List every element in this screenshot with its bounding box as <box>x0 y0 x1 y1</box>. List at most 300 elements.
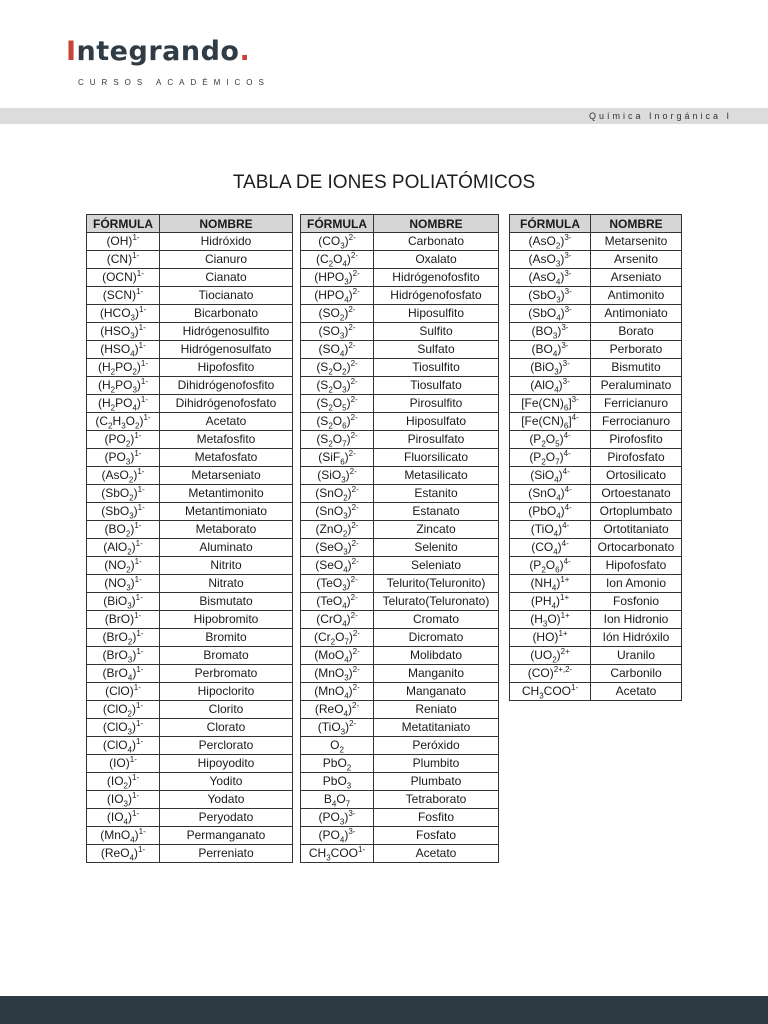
ion-name: Hipobromito <box>160 611 293 629</box>
table-row <box>87 233 293 251</box>
table-row <box>87 557 293 575</box>
ion-formula: $(HPO_3)^{2-}$ <box>301 269 374 287</box>
ion-formula: $(H_3O)^{1+}$ <box>510 611 591 629</box>
table-header-row <box>301 215 499 233</box>
ion-name: Ion Hidronio <box>591 611 682 629</box>
table-row <box>87 575 293 593</box>
ion-formula: $(PH_4)^{1+}$ <box>510 593 591 611</box>
ion-formula: $(AsO_2)^{1-}$ <box>87 467 160 485</box>
name-header: NOMBRE <box>160 215 293 233</box>
table-row <box>301 647 499 665</box>
table-row <box>301 467 499 485</box>
ion-name: Plumbato <box>374 773 499 791</box>
table-row <box>87 521 293 539</box>
ion-name: Bromato <box>160 647 293 665</box>
ion-formula: (BrO)$^{1-}$ <box>87 611 160 629</box>
ion-name: Carbonato <box>374 233 499 251</box>
ion-formula: $(CrO_4)^{2-}$ <box>301 611 374 629</box>
table-row <box>87 755 293 773</box>
table-row <box>301 593 499 611</box>
ion-formula: $(UO_2)^{2+}$ <box>510 647 591 665</box>
ion-name: Yodito <box>160 773 293 791</box>
ion-name: Molibdato <box>374 647 499 665</box>
ion-name: Metatitaniato <box>374 719 499 737</box>
ion-formula: $(HPO_4)^{2-}$ <box>301 287 374 305</box>
ion-name: Ortoplumbato <box>591 503 682 521</box>
ion-name: Metaborato <box>160 521 293 539</box>
ion-name: Dihidrógenofosfato <box>160 395 293 413</box>
table-row <box>87 683 293 701</box>
ion-formula: $(SO_4)^{2-}$ <box>301 341 374 359</box>
ion-formula: (SCN)$^{1-}$ <box>87 287 160 305</box>
ion-name: Antimoniato <box>591 305 682 323</box>
table-row <box>301 773 499 791</box>
ion-name: Uranilo <box>591 647 682 665</box>
ion-formula: $B_4O_7$ <box>301 791 374 809</box>
table-row <box>87 809 293 827</box>
ion-name: Clorito <box>160 701 293 719</box>
ion-name: Manganato <box>374 683 499 701</box>
table-row <box>301 611 499 629</box>
ion-name: Hiposulfato <box>374 413 499 431</box>
table-row <box>301 413 499 431</box>
ion-formula: $(P_2O_5)^{4-}$ <box>510 431 591 449</box>
ion-formula: $(H_2PO_4)^{1-}$ <box>87 395 160 413</box>
table-row <box>301 755 499 773</box>
table-row <box>87 377 293 395</box>
table-row <box>87 737 293 755</box>
ion-name: Cromato <box>374 611 499 629</box>
ion-formula: $(S_2O_2)^{2-}$ <box>301 359 374 377</box>
ion-formula: $[Fe(CN)_6]^{4-}$ <box>510 413 591 431</box>
ion-name: Aluminato <box>160 539 293 557</box>
ion-name: Fosfonio <box>591 593 682 611</box>
table-row <box>301 287 499 305</box>
ion-formula: $(NO_3)^{1-}$ <box>87 575 160 593</box>
ion-formula: $(ClO_3)^{1-}$ <box>87 719 160 737</box>
table-row <box>510 575 682 593</box>
ion-formula: $CH_3COO^{1-}$ <box>301 845 374 863</box>
ion-name: Borato <box>591 323 682 341</box>
ion-name: Cianuro <box>160 251 293 269</box>
table-row <box>301 665 499 683</box>
ion-formula: $(ReO_4)^{1-}$ <box>87 845 160 863</box>
table-row <box>87 647 293 665</box>
ion-name: Estanito <box>374 485 499 503</box>
table-row <box>301 431 499 449</box>
ion-name: Pirosulfito <box>374 395 499 413</box>
table-row <box>87 611 293 629</box>
ion-name: Ion Amonio <box>591 575 682 593</box>
table-row <box>87 269 293 287</box>
ion-name: Ortocarbonato <box>591 539 682 557</box>
table-row <box>510 251 682 269</box>
ion-formula: (HO)$^{1+}$ <box>510 629 591 647</box>
table-row <box>510 377 682 395</box>
table-row <box>87 305 293 323</box>
ion-formula: $(BrO_3)^{1-}$ <box>87 647 160 665</box>
table-row <box>301 377 499 395</box>
table-row <box>510 233 682 251</box>
table-row <box>87 323 293 341</box>
table-row <box>510 431 682 449</box>
table-row <box>510 683 682 701</box>
ion-formula: $(SbO_3)^{1-}$ <box>87 503 160 521</box>
ion-formula: $(BO_2)^{1-}$ <box>87 521 160 539</box>
ion-formula: $(NO_2)^{1-}$ <box>87 557 160 575</box>
table-row <box>301 791 499 809</box>
ion-formula: $(IO_3)^{1-}$ <box>87 791 160 809</box>
page-title: TABLA DE IONES POLIATÓMICOS <box>232 172 536 193</box>
ion-formula: $(IO_4)^{1-}$ <box>87 809 160 827</box>
ion-name: Tiocianato <box>160 287 293 305</box>
formula-header: FÓRMULA <box>301 215 374 233</box>
ion-formula: $(S_2O_5)^{2-}$ <box>301 395 374 413</box>
ion-table-3 <box>509 214 682 701</box>
table-row <box>301 827 499 845</box>
ion-formula: $(AlO_4)^{3-}$ <box>510 377 591 395</box>
ion-name: Pirosulfato <box>374 431 499 449</box>
brand-dot: . <box>239 36 251 67</box>
ion-name: Peróxido <box>374 737 499 755</box>
ion-name: Bromito <box>160 629 293 647</box>
ion-formula: $(TiO_3)^{2-}$ <box>301 719 374 737</box>
ion-name: Metasilicato <box>374 467 499 485</box>
ion-formula: $O_2$ <box>301 737 374 755</box>
ion-name: Metafosfito <box>160 431 293 449</box>
ion-name: Tiosulfito <box>374 359 499 377</box>
ion-formula: $(SnO_2)^{2-}$ <box>301 485 374 503</box>
table-row <box>301 683 499 701</box>
ion-formula: (ClO)$^{1-}$ <box>87 683 160 701</box>
ion-table-1 <box>86 214 293 863</box>
ion-name: Fosfato <box>374 827 499 845</box>
table-row <box>301 485 499 503</box>
table-row <box>510 287 682 305</box>
table-row <box>301 269 499 287</box>
ion-name: Perborato <box>591 341 682 359</box>
ion-name: Arsenito <box>591 251 682 269</box>
brand-initial: I <box>66 36 77 67</box>
ion-formula: $(MnO_4)^{1-}$ <box>87 827 160 845</box>
ion-name: Sulfito <box>374 323 499 341</box>
table-row <box>510 269 682 287</box>
brand-name <box>66 36 270 68</box>
ion-formula: (OH)$^{1-}$ <box>87 233 160 251</box>
brand-tagline: CURSOS ACADÉMICOS <box>78 78 270 87</box>
table-row <box>87 395 293 413</box>
ion-name: Permanganato <box>160 827 293 845</box>
ion-formula: $(P_2O_6)^{4-}$ <box>510 557 591 575</box>
ion-name: Dicromato <box>374 629 499 647</box>
ion-name: Sulfato <box>374 341 499 359</box>
table-row <box>87 773 293 791</box>
ion-name: Seleniato <box>374 557 499 575</box>
ion-formula: (CN)$^{1-}$ <box>87 251 160 269</box>
brand-name-rest: ntegrando <box>76 36 240 67</box>
ion-formula: $(PO_3)^{3-}$ <box>301 809 374 827</box>
ion-name: Ortoestanato <box>591 485 682 503</box>
ion-formula: $(BO_4)^{3-}$ <box>510 341 591 359</box>
table-row <box>510 359 682 377</box>
ion-formula: $(SO_3)^{2-}$ <box>301 323 374 341</box>
table-row <box>87 827 293 845</box>
ion-name: Antimonito <box>591 287 682 305</box>
ion-formula: $(SO_2)^{2-}$ <box>301 305 374 323</box>
table-row <box>301 305 499 323</box>
name-header: NOMBRE <box>374 215 499 233</box>
table-row <box>301 737 499 755</box>
table-row <box>301 359 499 377</box>
table-row <box>301 719 499 737</box>
ion-name: Acetato <box>374 845 499 863</box>
table-header-row <box>510 215 682 233</box>
ion-name: Perreniato <box>160 845 293 863</box>
table-row <box>510 539 682 557</box>
ion-formula: $(TeO_4)^{2-}$ <box>301 593 374 611</box>
ion-name: Hidrógenosulfito <box>160 323 293 341</box>
ion-formula: $(HSO_3)^{1-}$ <box>87 323 160 341</box>
table-row <box>510 323 682 341</box>
table-header-row <box>87 215 293 233</box>
subject-label: Química Inorgánica I <box>588 111 732 121</box>
table-row <box>301 629 499 647</box>
table-row <box>301 449 499 467</box>
ion-formula: PbO$_3$ <box>301 773 374 791</box>
ion-formula: $(SiO_3)^{2-}$ <box>301 467 374 485</box>
ion-formula: $(CO_4)^{4-}$ <box>510 539 591 557</box>
ion-formula: $(SbO_3)^{3-}$ <box>510 287 591 305</box>
ion-name: Manganito <box>374 665 499 683</box>
table-row <box>87 539 293 557</box>
ion-name: Telurato(Teluronato) <box>374 593 499 611</box>
table-row <box>510 485 682 503</box>
table-row <box>301 251 499 269</box>
ion-name: Bicarbonato <box>160 305 293 323</box>
table-row <box>510 395 682 413</box>
ion-formula: (CO)$^{2+,2-}$ <box>510 665 591 683</box>
ion-name: Hipoclorito <box>160 683 293 701</box>
ion-name: Acetato <box>591 683 682 701</box>
ion-formula: $(C_2H_3O_2)^{1-}$ <box>87 413 160 431</box>
table-row <box>301 845 499 863</box>
ion-name: Nitrito <box>160 557 293 575</box>
ion-name: Ortosilicato <box>591 467 682 485</box>
ion-name: Pirofosfito <box>591 431 682 449</box>
ion-formula: $(MnO_4)^{2-}$ <box>301 683 374 701</box>
ion-formula: $(BiO_3)^{1-}$ <box>87 593 160 611</box>
ion-name: Peraluminato <box>591 377 682 395</box>
ion-table-2 <box>300 214 499 863</box>
ion-name: Bismutito <box>591 359 682 377</box>
ion-name: Cianato <box>160 269 293 287</box>
ion-formula: $(P_2O_7)^{4-}$ <box>510 449 591 467</box>
ion-name: Arseniato <box>591 269 682 287</box>
ion-name: Tetraborato <box>374 791 499 809</box>
ion-formula: $(H_2PO_3)^{1-}$ <box>87 377 160 395</box>
ion-name: Bismutato <box>160 593 293 611</box>
ion-formula: $(C_2O_4)^{2-}$ <box>301 251 374 269</box>
ion-formula: $(AsO_3)^{3-}$ <box>510 251 591 269</box>
ion-name: Selenito <box>374 539 499 557</box>
ion-name: Plumbito <box>374 755 499 773</box>
ion-name: Hidrógenofosfito <box>374 269 499 287</box>
ion-formula: (IO)$^{1-}$ <box>87 755 160 773</box>
ion-formula: (OCN)$^{1-}$ <box>87 269 160 287</box>
table-row <box>510 611 682 629</box>
ion-formula: $(S_2O_3)^{2-}$ <box>301 377 374 395</box>
table-row <box>510 413 682 431</box>
ion-name: Peryodato <box>160 809 293 827</box>
ion-formula: $(SbO_4)^{3-}$ <box>510 305 591 323</box>
ion-name: Yodato <box>160 791 293 809</box>
table-row <box>87 629 293 647</box>
ion-name: Metantimonito <box>160 485 293 503</box>
ion-formula: $(AsO_4)^{3-}$ <box>510 269 591 287</box>
table-row <box>510 557 682 575</box>
ion-formula: $(ReO_4)^{2-}$ <box>301 701 374 719</box>
table-row <box>301 341 499 359</box>
table-row <box>87 845 293 863</box>
ion-name: Carbonilo <box>591 665 682 683</box>
ion-name: Metantimoniato <box>160 503 293 521</box>
table-row <box>301 539 499 557</box>
table-row <box>87 467 293 485</box>
ion-name: Tiosulfato <box>374 377 499 395</box>
ion-formula: $(HCO_3)^{1-}$ <box>87 305 160 323</box>
ion-formula: $(BrO_2)^{1-}$ <box>87 629 160 647</box>
table-row <box>301 503 499 521</box>
ion-name: Fluorsilicato <box>374 449 499 467</box>
ion-formula: $(Cr_2O_7)^{2-}$ <box>301 629 374 647</box>
ion-name: Metarsenito <box>591 233 682 251</box>
table-row <box>510 467 682 485</box>
ion-formula: $(SnO_3)^{2-}$ <box>301 503 374 521</box>
ion-formula: $(S_2O_7)^{2-}$ <box>301 431 374 449</box>
ion-formula: $(PbO_4)^{4-}$ <box>510 503 591 521</box>
table-row <box>87 287 293 305</box>
ion-name: Hipofosfato <box>591 557 682 575</box>
ion-name: Oxalato <box>374 251 499 269</box>
ion-formula: $[Fe(CN)_6]^{3-}$ <box>510 395 591 413</box>
table-row <box>87 485 293 503</box>
ion-formula: $(SiO_4)^{4-}$ <box>510 467 591 485</box>
table-row <box>87 665 293 683</box>
ion-name: Reniato <box>374 701 499 719</box>
ion-formula: $(CO_3)^{2-}$ <box>301 233 374 251</box>
ion-name: Acetato <box>160 413 293 431</box>
ion-name: Hidrógenofosfato <box>374 287 499 305</box>
ion-formula: $(MoO_4)^{2-}$ <box>301 647 374 665</box>
ion-name: Estanato <box>374 503 499 521</box>
table-row <box>301 557 499 575</box>
table-row <box>87 719 293 737</box>
ion-formula: $(ClO_2)^{1-}$ <box>87 701 160 719</box>
table-row <box>510 593 682 611</box>
ion-formula: $(ZnO_2)^{2-}$ <box>301 521 374 539</box>
table-row <box>87 413 293 431</box>
ion-formula: $(MnO_3)^{2-}$ <box>301 665 374 683</box>
table-row <box>301 323 499 341</box>
table-row <box>301 575 499 593</box>
ion-formula: $(HSO_4)^{1-}$ <box>87 341 160 359</box>
ion-formula: $(AlO_2)^{1-}$ <box>87 539 160 557</box>
ion-formula: $(ClO_4)^{1-}$ <box>87 737 160 755</box>
table-row <box>87 503 293 521</box>
ion-name: Telurito(Teluronito) <box>374 575 499 593</box>
ion-formula: $(PO_3)^{1-}$ <box>87 449 160 467</box>
ion-name: Hidróxido <box>160 233 293 251</box>
ion-formula: $(TiO_4)^{4-}$ <box>510 521 591 539</box>
table-row <box>87 701 293 719</box>
table-row <box>510 341 682 359</box>
ion-name: Hipofosfito <box>160 359 293 377</box>
ion-formula: $(SnO_4)^{4-}$ <box>510 485 591 503</box>
table-row <box>87 341 293 359</box>
ion-name: Ferrocianuro <box>591 413 682 431</box>
ion-formula: $(H_2PO_2)^{1-}$ <box>87 359 160 377</box>
footer-bar <box>0 996 768 1024</box>
table-row <box>87 593 293 611</box>
table-row <box>87 791 293 809</box>
ion-formula: PbO$_2$ <box>301 755 374 773</box>
formula-header: FÓRMULA <box>87 215 160 233</box>
ion-formula: $(BiO_3)^{3-}$ <box>510 359 591 377</box>
table-row <box>510 629 682 647</box>
ion-name: Zincato <box>374 521 499 539</box>
table-row <box>510 665 682 683</box>
table-row <box>301 521 499 539</box>
ion-name: Fosfito <box>374 809 499 827</box>
ion-formula: $(SeO_4)^{2-}$ <box>301 557 374 575</box>
ion-formula: $(BO_3)^{3-}$ <box>510 323 591 341</box>
ion-name: Ferricianuro <box>591 395 682 413</box>
ion-name: Metarseniato <box>160 467 293 485</box>
table-row <box>510 647 682 665</box>
ion-formula: $(PO_4)^{3-}$ <box>301 827 374 845</box>
ion-name: Hidrógenosulfato <box>160 341 293 359</box>
ion-formula: $(PO_2)^{1-}$ <box>87 431 160 449</box>
table-row <box>510 305 682 323</box>
table-row <box>301 809 499 827</box>
ion-formula: $(AsO_2)^{3-}$ <box>510 233 591 251</box>
ion-name: Ortotitaniato <box>591 521 682 539</box>
ion-formula: $(SbO_2)^{1-}$ <box>87 485 160 503</box>
ion-name: Hiposulfito <box>374 305 499 323</box>
table-row <box>301 701 499 719</box>
name-header: NOMBRE <box>591 215 682 233</box>
table-row <box>87 431 293 449</box>
ion-name: Pirofosfato <box>591 449 682 467</box>
ion-formula: $(SeO_3)^{2-}$ <box>301 539 374 557</box>
ion-formula: $(BrO_4)^{1-}$ <box>87 665 160 683</box>
ion-name: Dihidrógenofosfito <box>160 377 293 395</box>
ion-name: Perbromato <box>160 665 293 683</box>
table-row <box>510 449 682 467</box>
table-row <box>87 251 293 269</box>
table-row <box>87 359 293 377</box>
ion-name: Nitrato <box>160 575 293 593</box>
ion-formula: $(S_2O_6)^{2-}$ <box>301 413 374 431</box>
table-row <box>87 449 293 467</box>
ion-formula: $(TeO_3)^{2-}$ <box>301 575 374 593</box>
ion-name: Ión Hidróxilo <box>591 629 682 647</box>
ion-formula: $CH_3COO^{1-}$ <box>510 683 591 701</box>
formula-header: FÓRMULA <box>510 215 591 233</box>
header-bar <box>0 108 768 124</box>
ion-name: Metafosfato <box>160 449 293 467</box>
ion-name: Clorato <box>160 719 293 737</box>
